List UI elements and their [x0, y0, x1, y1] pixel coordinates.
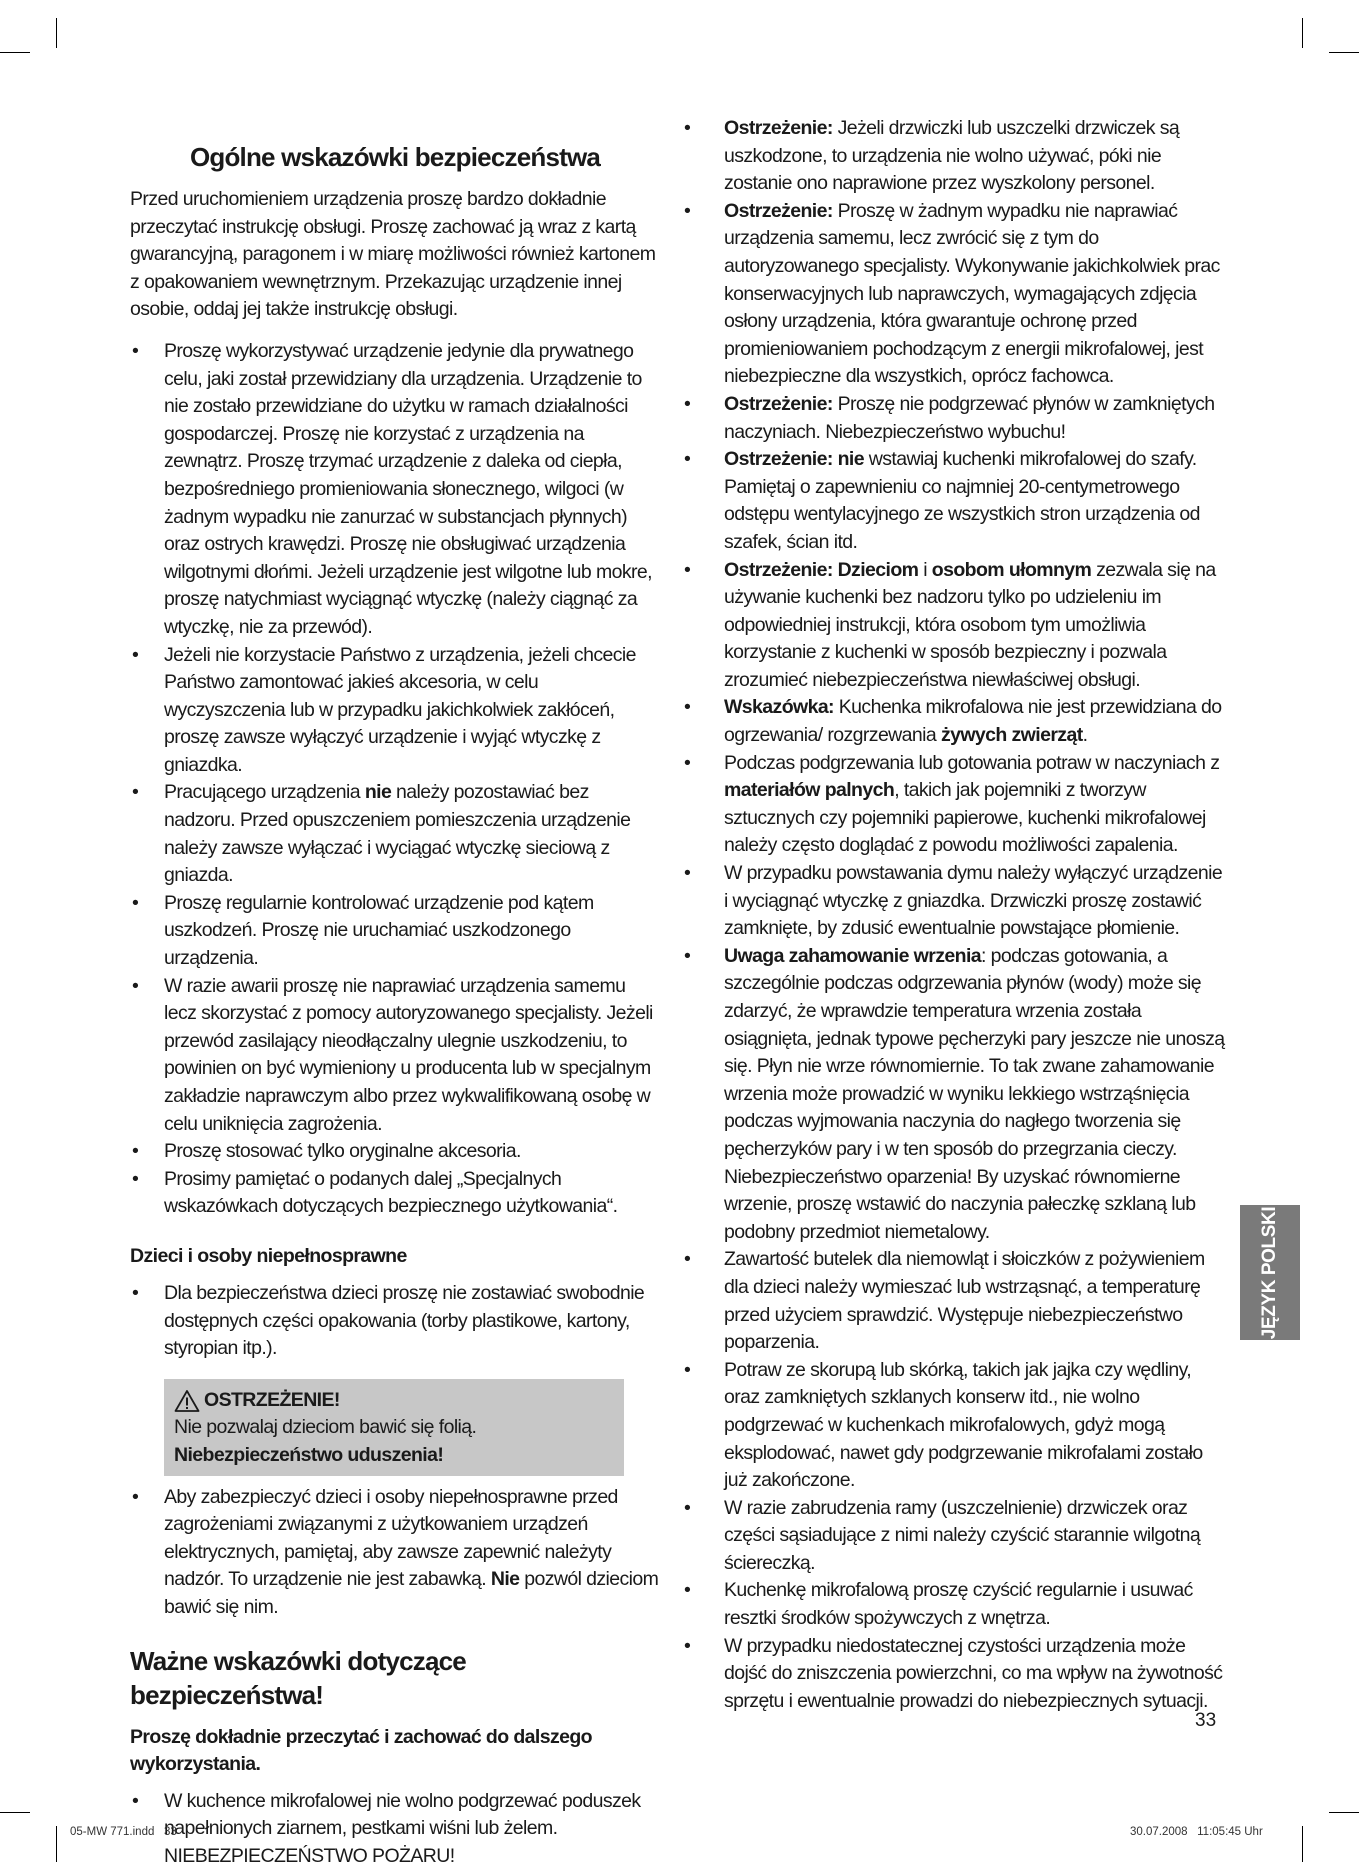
- text-run: Aby zabezpieczyć dzieci i osoby niepełnosprawne przed zagrożeniami związanymi z użytkowaniem urządzeń elektrycznych, pamiętaj, aby zawsze zapewnić należyty nadzór. To urządzenie nie jest zabawką.: [164, 1485, 618, 1591]
- list-item: [690, 1495, 1230, 1578]
- list-item: [690, 1633, 1230, 1716]
- text-run: Zawartość butelek dla niemowląt i słoiczków z pożywieniem dla dzieci należy wymieszać lub wstrząsnąć, a temperaturę przed użyciem sprawdzić. Występuje niebezpieczeństwo poparzenia.: [724, 1248, 1205, 1354]
- list-item: [690, 198, 1230, 391]
- children-list-2: [130, 1484, 660, 1622]
- crop-mark: [0, 52, 30, 53]
- section-title-important-safety: Ważne wskazówki dotyczące bezpieczeństwa!: [130, 1645, 466, 1710]
- general-safety-list: [130, 338, 660, 1221]
- bold-text: osobom ułomnym: [931, 558, 1092, 581]
- text-run: Proszę stosować tylko oryginalne akcesoria.: [164, 1140, 521, 1163]
- children-list: [130, 1280, 660, 1363]
- text-run: Proszę regularnie kontrolować urządzenie pod kątem uszkodzeń. Proszę nie uruchamiać uszkodzonego urządzenia.: [164, 891, 594, 970]
- crop-mark: [1329, 52, 1359, 53]
- list-item: [690, 1357, 1230, 1495]
- list-item: [130, 1280, 660, 1363]
- warning-line-2: Niebezpieczeństwo uduszenia!: [174, 1443, 444, 1466]
- bold-text: Ostrzeżenie:: [724, 392, 833, 415]
- crop-mark: [56, 18, 57, 48]
- text-run: i: [918, 558, 932, 581]
- warning-line-1: Nie pozwalaj dzieciom bawić się folią.: [174, 1416, 477, 1439]
- list-item: [130, 890, 660, 973]
- right-safety-list: [690, 115, 1230, 1715]
- crop-mark: [56, 1826, 57, 1862]
- language-tab-label: JĘZYK POLSKI: [1259, 1206, 1280, 1339]
- list-item: [130, 779, 660, 889]
- list-item: [690, 943, 1230, 1247]
- bold-text: Ostrzeżenie:: [724, 199, 833, 222]
- crop-mark: [1329, 1812, 1359, 1813]
- text-run: W razie zabrudzenia ramy (uszczelnienie) drzwiczek oraz części sąsiadujące z nimi należy czyścić starannie wilgotną ściereczką.: [724, 1496, 1201, 1574]
- list-item: [690, 391, 1230, 446]
- bold-text: materiałów palnych: [724, 779, 895, 802]
- list-item: [690, 1246, 1230, 1356]
- bold-text: nie: [364, 781, 392, 804]
- children-heading: Dzieci i osoby niepełnosprawne: [130, 1244, 407, 1267]
- warning-box: [164, 1379, 624, 1476]
- language-tab: [1240, 1205, 1300, 1340]
- list-item: [130, 1138, 660, 1166]
- text-run: W przypadku niedostatecznej czystości urządzenia może dojść do zniszczenia powierzchni, co ma wpływ na żywotność sprzętu i ewentualnie prowadzi do niebezpiecznych sytuacji.: [724, 1634, 1223, 1712]
- list-item: [130, 1484, 660, 1622]
- list-item: [690, 750, 1230, 860]
- text-run: W przypadku powstawania dymu należy wyłączyć urządzenie i wyciągnąć wtyczkę z gniazdka. Drzwiczki proszę zostawić zamknięte, by zdusić ewentualnie powstające płomienie.: [724, 862, 1223, 940]
- text-run: .: [1082, 724, 1088, 747]
- bold-text: żywych zwierząt: [940, 724, 1083, 747]
- list-item: [690, 115, 1230, 198]
- text-run: Potraw ze skorupą lub skórką, takich jak jajka czy wędliny, oraz zamkniętych szklanych konserw itd., nie wolno podgrzewać w kuchenkach mikrofalowych, gdyż mogą eksplodować, nawet gdy podgrzewanie mikrofalami zostało już zakończone.: [724, 1358, 1203, 1492]
- warning-heading: OSTRZEŻENIE!: [204, 1388, 340, 1411]
- list-item: [130, 1166, 660, 1221]
- list-item: [690, 1577, 1230, 1632]
- text-run: W kuchence mikrofalowej nie wolno podgrzewać poduszek napełnionych ziarnem, pestkami wiśni lub żelem. NIEBEZPIECZEŃSTWO POŻARU!: [164, 1789, 641, 1867]
- text-run: należy pozostawiać bez nadzoru. Przed opuszczeniem pomieszczenia urządzenie należy zawsze wyłączać i wyciągać wtyczkę sieciową z gniazda.: [164, 781, 631, 887]
- important-list: [130, 1788, 660, 1871]
- list-item: [690, 446, 1230, 556]
- list-item: [690, 860, 1230, 943]
- list-item: [130, 973, 660, 1139]
- text-run: pozwól dzieciom bawić się nim.: [164, 1568, 659, 1618]
- text-run: W razie awarii proszę nie naprawiać urządzenia samemu lecz skorzystać z pomocy autoryzowanego specjalisty. Jeżeli przewód zasilający nieodłączalny ulegnie uszkodzeniu, to powinien on być wymieniony u producenta lub w specjalnym zakładzie naprawczym albo przez wykwalifikowaną osobę w celu uniknięcia zagrożenia.: [164, 974, 653, 1135]
- text-run: Prosimy pamiętać o podanych dalej „Specjalnych wskazówkach dotyczących bezpiecznego użytkowania“.: [164, 1167, 618, 1218]
- bold-text: Uwaga zahamowanie wrzenia: [724, 944, 982, 967]
- bold-text: Ostrzeżenie: nie: [724, 448, 864, 471]
- list-item: [130, 1788, 660, 1871]
- text-run: , takich jak pojemniki z tworzyw sztucznych czy pojemniki papierowe, kuchenki mikrofalowej należy często doglądać z powodu możliwości zapalenia.: [724, 779, 1206, 857]
- bold-text: Ostrzeżenie:: [724, 117, 833, 139]
- important-subheading: Proszę dokładnie przeczytać i zachować do dalszego wykorzystania.: [130, 1725, 592, 1775]
- bold-text: Nie: [490, 1568, 520, 1591]
- right-column: [690, 115, 1230, 1715]
- text-run: wstawiaj kuchenki mikrofalowej do szafy. Pamiętaj o zapewnieniu co najmniej 20-centymetrowego odstępu wentylacyjnego ze wszystkich stron urządzenia od szafek, ścian itd.: [724, 448, 1200, 553]
- print-slug-file: 05-MW 771.indd 33: [70, 1826, 177, 1838]
- left-column: [130, 140, 660, 1870]
- list-item: [690, 694, 1230, 749]
- text-run: Pracującego urządzenia: [164, 781, 365, 804]
- text-run: Jeżeli drzwiczki lub uszczelki drzwiczek są uszkodzone, to urządzenia nie wolno używać, póki nie zostanie ono naprawione przez wyszkolony personel.: [724, 117, 1180, 195]
- bold-text: Ostrzeżenie: Dzieciom: [724, 558, 919, 581]
- warning-triangle-icon: [174, 1389, 200, 1413]
- text-run: Kuchenka mikrofalowa nie jest przewidziana do ogrzewania/ rozgrzewania: [724, 696, 1222, 747]
- bold-text: Wskazówka:: [724, 696, 834, 719]
- crop-mark: [1302, 18, 1303, 48]
- text-run: : podczas gotowania, a szczególnie podczas odgrzewania płynów (wody) może się zdarzyć, że wprawdzie temperatura wrzenia została osiągnięta, jednak typowe pęcherzyki pary jeszcze nie unoszą się. Płyn nie wrze równomiernie. To tak zwane zahamowanie wrzenia może prowadzić w wyniku lekkiego wstrząśnięcia podczas wyjmowania naczynia do nagłego tworzenia się pęcherzyków pary i w ten sposób do przegrzania cieczy. Niebezpieczeństwo oparzenia! By uzyskać równomierne wrzenie, proszę wstawić do naczynia pałeczkę szklaną lub podobny przedmiot niemetalowy.: [724, 944, 1225, 1243]
- crop-mark: [0, 1812, 30, 1813]
- text-run: Proszę w żadnym wypadku nie naprawiać urządzenia samemu, lecz zwrócić się z tym do autoryzowanego specjalisty. Wykonywanie jakichkolwiek prac konserwacyjnych lub naprawczych, wymagających zdjęcia osłony urządzenia, która gwarantuje ochronę przed promieniowaniem pochodzącym z energii mikrofalowej, jest niebezpieczne dla wszystkich, oprócz fachowca.: [724, 199, 1220, 388]
- list-item: [130, 338, 660, 642]
- list-item: [130, 642, 660, 780]
- list-item: [690, 557, 1230, 695]
- text-run: zezwala się na używanie kuchenki bez nadzoru tylko po udzieleniu im odpowiedniej instrukcji, która osobom tym umożliwia korzystanie z kuchenki w sposób bezpieczny i pozwala zrozumieć niebezpieczeństwa niewłaściwej obsługi.: [724, 558, 1216, 691]
- intro-paragraph: Przed uruchomieniem urządzenia proszę bardzo dokładnie przeczytać instrukcję obsługi. Proszę zachować ją wraz z kartą gwarancyjną, paragonem i w miarę możliwości również kartonem z opakowaniem wewnętrznym. Przekazując urządzenie innej osobie, oddaj jej także instrukcję obsługi.: [130, 188, 656, 321]
- section-title-general-safety: Ogólne wskazówki bezpieczeństwa: [189, 142, 601, 172]
- text-run: Podczas podgrzewania lub gotowania potraw w naczyniach z: [724, 751, 1220, 774]
- crop-mark: [1302, 1826, 1303, 1862]
- print-slug-date: 30.07.2008 11:05:45 Uhr: [1130, 1826, 1263, 1838]
- text-run: Kuchenkę mikrofalową proszę czyścić regularnie i usuwać resztki środków spożywczych z wnętrza.: [724, 1579, 1193, 1630]
- text-run: Jeżeli nie korzystacie Państwo z urządzenia, jeżeli chcecie Państwo zamontować jakieś akcesoria, w celu wyczyszczenia lub w przypadku jakichkolwiek zakłóceń, proszę zawsze wyłączyć urządzenie i wyjąć wtyczkę z gniazdka.: [164, 643, 636, 776]
- text-run: Dla bezpieczeństwa dzieci proszę nie zostawiać swobodnie dostępnych części opakowania (torby plastikowe, kartony, styropian itp.).: [164, 1281, 645, 1360]
- text-run: Proszę wykorzystywać urządzenie jedynie dla prywatnego celu, jaki został przewidziany dla urządzenia. Urządzenie to nie zostało przewidziane do użytku w ramach działalności gospodarczej. Proszę nie korzystać z urządzenia na zewnątrz. Proszę trzymać urządzenie z daleka od ciepła, bezpośredniego promieniowania słonecznego, wilgoci (w żadnym wypadku nie zanurzać w substancjach płynnych) oraz ostrych krawędzi. Proszę nie obsługiwać urządzenia wilgotnymi dłońmi. Jeżeli urządzenie jest wilgotne lub mokre, proszę natychmiast wyciągnąć wtyczkę (należy ciągnąć za wtyczkę, nie za przewód).: [164, 339, 652, 638]
- page-number: 33: [1195, 1710, 1217, 1731]
- text-run: Proszę nie podgrzewać płynów w zamkniętych naczyniach. Niebezpieczeństwo wybuchu!: [724, 392, 1215, 443]
